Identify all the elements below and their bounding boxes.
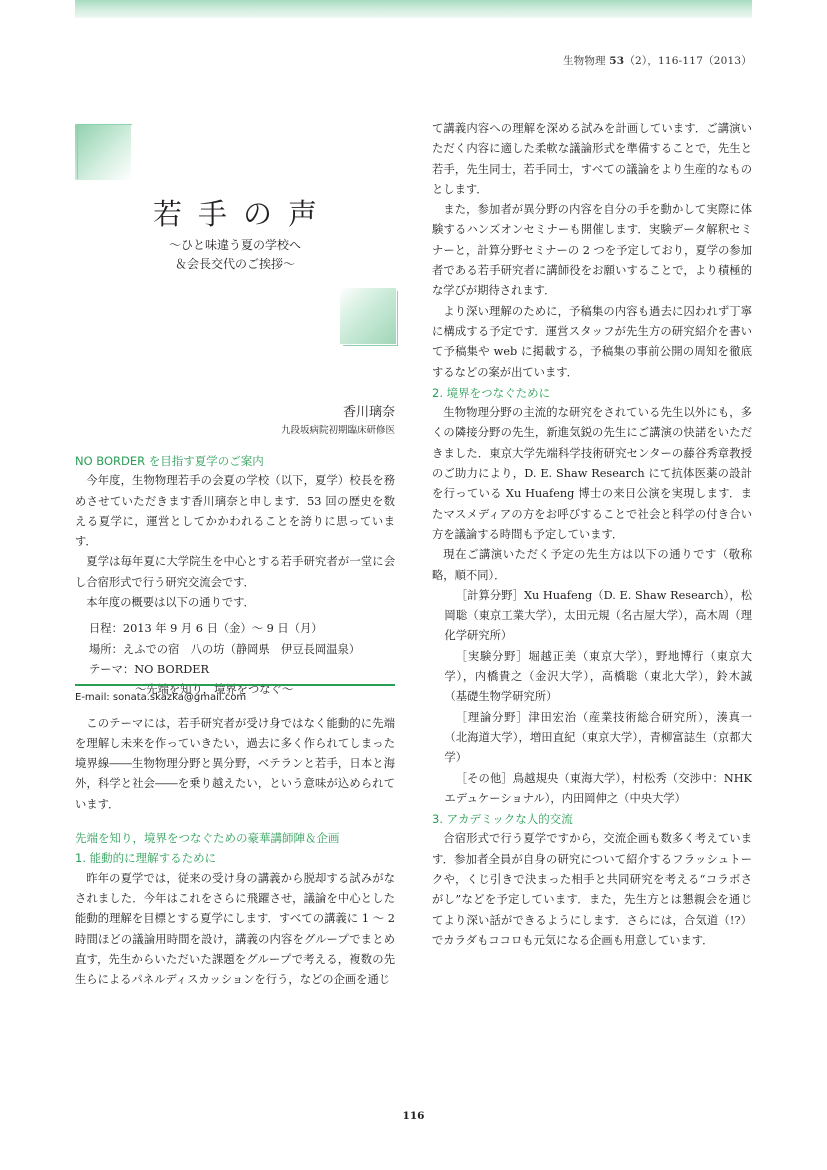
paragraph: 生物物理分野の主流的な研究をされている先生以外にも，多くの隣接分野の先生，新進気鋭の先生にご講演の快諾をいただきました．東京大学先端科学技術研究センターの藤谷秀章教授のご助力により，D. E. Shaw Research にて抗体医薬の設計を行っている Xu Huafeng 博士の来日公演を実現します．またマスメディアの方をお呼びすることで社会と科学の付き合い方を議論する時間も予定しています．: [432, 406, 752, 541]
subtitle-line-2: ＆会長交代のご挨拶～: [174, 257, 295, 271]
paragraph: より深い理解のために，予稿集の内容も過去に囚われず丁寧に構成する予定です．運営スタッフが先生方の研究紹介を書いて予稿集や web に掲載する，予稿集の事前公開の周知を徹底するなどの案が出ています．: [432, 304, 752, 379]
paragraph: 昨年の夏学では，従来の受け身の講義から脱却する試みがなされました．今年はこれをさらに飛躍させ，議論を中心とした能動的理解を目標とする夏学にします．すべての講義に 1 ～ 2 時間ほどの議論用時間を設け，講義の内容をグループでまとめ直す，先生からいただいた課題をグループで考える，複数の先生らによるパネルディスカッションを行う，などの企画を通じ: [75, 871, 395, 987]
event-date: 日程：2013 年 9 月 6 日（金）～ 9 日（月）: [89, 622, 323, 636]
heading-intro: NO BORDER を目指す夏学のご案内: [75, 454, 264, 468]
journal-issue-pages: （2），116-117（2013）: [624, 55, 752, 67]
author-email: E-mail: sonata.skazka@gmail.com: [75, 692, 247, 703]
paragraph: 今年度，生物物理若手の会夏の学校（以下，夏学）校長を務めさせていただきます香川璃奈と申します．53 回の歴史を数える夏学に，運営としてかかわれることを誇りに思っています．: [75, 474, 395, 549]
left-column: [75, 451, 395, 990]
header-gradient-band: [75, 0, 752, 18]
lecturer-list-item: ［計算分野］Xu Huafeng（D. E. Shaw Research），松岡聡（東京工業大学），太田元規（名古屋大学），高木周（理化学研究所）: [444, 588, 752, 643]
journal-volume: 53: [609, 55, 625, 67]
lecturer-list-item: ［理論分野］津田宏治（産業技術総合研究所），湊真一（北海道大学），増田直紀（東京大学），青柳富誌生（京都大学）: [444, 710, 752, 765]
page-number: 116: [402, 1110, 425, 1122]
author-name: 香川璃奈: [342, 405, 395, 420]
journal-citation: [563, 53, 752, 68]
title-decoration-bottom-right: [340, 288, 396, 344]
right-column: [432, 119, 752, 951]
heading-section-2: 2. 境界をつなぐために: [432, 385, 551, 400]
footnote-rule: [75, 684, 395, 686]
paragraph: また，参加者が異分野の内容を自分の手を動かして実際に体験するハンズオンセミナーも開催します．実験データ解釈セミナーと，計算分野セミナーの 2 つを予定しており，夏学の参加者である若手研究者に講師役をお願いすることで，より積極的な学びが期待されます．: [432, 203, 752, 298]
paragraph: 本年度の概要は以下の通りです．: [86, 596, 255, 610]
paragraph: このテーマには，若手研究者が受け身ではなく能動的に先端を理解し未来を作っていきたい，過去に多く作られてしまった境界線――生物物理分野と異分野，ベテランと若手，日本と海外，科学と社会――を乗り越えたい，という意味が込められています．: [75, 716, 395, 811]
event-theme: テーマ：NO BORDER: [89, 662, 210, 676]
article-subtitle: [75, 236, 395, 274]
event-theme-subtitle: ～先端を知り，境界をつなぐ～: [135, 683, 294, 697]
event-place: 場所：えふでの宿 八の坊（静岡県 伊豆長岡温泉）: [89, 642, 361, 656]
paragraph: 現在ご講演いただく予定の先生方は以下の通りです（敬称略，順不同）．: [432, 548, 752, 582]
heading-section-3: 3. アカデミックな人的交流: [432, 812, 573, 827]
heading-section-1: 1. 能動的に理解するために: [75, 851, 217, 866]
title-decoration-top-left: [75, 124, 131, 180]
event-info: [89, 619, 395, 700]
heading-lecturers: 先端を知り，境界をつなぐための豪華講師陣＆企画: [75, 831, 340, 846]
paragraph: て講義内容への理解を深める試みを計画しています．ご講演いただく内容に適した柔軟な議論形式を準備することで，先生と若手，先生同士，若手同士，すべての議論をより生産的なものとします．: [432, 122, 752, 196]
paragraph: 合宿形式で行う夏学ですから，交流企画も数多く考えています．参加者全員が自身の研究について紹介するフラッシュトークや，くじ引きで決まった相手と共同研究を考える“コラボさがし”などを予定しています．また，先生方とは懇親会を通じてより深い話ができるようにします．さらには，合気道（!?）でカラダもココロも元気になる企画も用意しています．: [432, 832, 752, 947]
lecturer-list-item: ［実験分野］堀越正美（東京大学），野地博行（東京大学），内橋貴之（金沢大学），高橋聡（東北大学），鈴木誠（基礎生物学研究所）: [444, 649, 752, 704]
subtitle-line-1: ～ひと味違う夏の学校へ: [168, 238, 301, 252]
paragraph: 夏学は毎年夏に大学院生を中心とする若手研究者が一堂に会し合宿形式で行う研究交流会です．: [75, 555, 395, 589]
author-affiliation: 九段坂病院初期臨床研修医: [280, 425, 395, 436]
article-title: 若手の声: [152, 197, 333, 231]
journal-name: 生物物理: [562, 55, 606, 67]
lecturer-list-item: ［その他］鳥越規央（東海大学），村松秀（交渉中：NHK エデュケーショナル），内田岡伸之（中央大学）: [444, 771, 752, 805]
